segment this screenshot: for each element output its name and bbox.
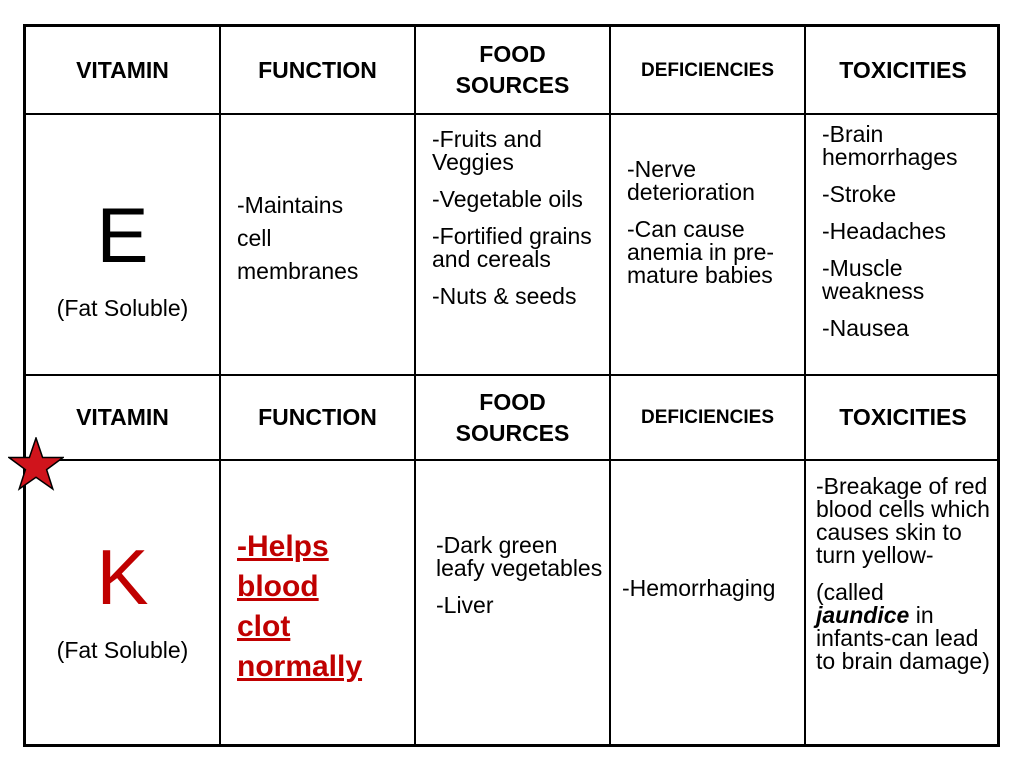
header-food-sources-line2: SOURCES — [455, 419, 570, 446]
vitamin-k-cell — [26, 461, 219, 747]
list-item: -Headaches — [822, 218, 947, 244]
list-item: -Nuts & seeds — [432, 283, 577, 309]
list-item: -Brain hemorrhages — [822, 121, 958, 170]
star-icon — [8, 437, 64, 493]
vitamin-k-toxicities — [816, 475, 996, 687]
vitamin-table — [23, 24, 1000, 747]
vitamin-e-deficiencies — [627, 158, 792, 301]
header-toxicities: TOXICITIES — [839, 404, 967, 430]
vitamin-k-solubility: (Fat Soluble) — [56, 637, 189, 663]
header-food-sources — [416, 27, 609, 113]
list-item: -Stroke — [822, 181, 897, 207]
list-item: -Nausea — [822, 315, 909, 341]
list-item: -Muscle weakness — [822, 255, 925, 304]
header-toxicities: TOXICITIES — [839, 56, 967, 83]
list-item: -Breakage of red blood cells which causes skin to turn yellow- — [816, 473, 990, 568]
list-item: -Liver — [436, 592, 494, 618]
jaundice-prefix: (called — [816, 579, 884, 605]
list-item: -Nerve deterioration — [627, 156, 755, 205]
header-function: FUNCTION — [258, 404, 377, 430]
vitamin-e-cell — [26, 115, 219, 374]
list-item: -Dark green leafy vegetables — [436, 532, 603, 581]
function-line: normally — [237, 650, 363, 683]
list-item — [816, 581, 996, 673]
vitamin-k-function — [237, 527, 412, 687]
header-function: FUNCTION — [258, 56, 377, 83]
vitamin-k-deficiencies — [622, 577, 802, 614]
vitamin-e-solubility: (Fat Soluble) — [56, 295, 189, 321]
header-vitamin: VITAMIN — [76, 56, 169, 83]
vitamin-e-food-sources — [432, 128, 612, 322]
vitamin-e-toxicities — [822, 123, 992, 354]
function-line: blood — [237, 570, 319, 603]
list-item: -Hemorrhaging — [622, 575, 776, 601]
list-item: -Fortified grains and cereals — [432, 223, 592, 272]
header-food-sources-line1: FOOD — [479, 388, 546, 415]
header-deficiencies: DEFICIENCIES — [640, 59, 775, 81]
list-item: -Can cause anemia in pre-mature babies — [627, 216, 775, 288]
function-line: clot — [237, 610, 291, 643]
function-line: -Maintains — [237, 192, 344, 218]
header-food-sources-line2: SOURCES — [455, 72, 570, 98]
list-item: -Vegetable oils — [432, 186, 583, 212]
jaundice-suffix: in infants-can lead to brain damage) — [816, 602, 990, 674]
vitamin-k-food-sources — [436, 534, 606, 631]
header-food-sources — [416, 376, 609, 459]
list-item: -Fruits and Veggies — [432, 126, 542, 175]
vitamin-e-letter: E — [96, 191, 149, 279]
header-food-sources-line1: FOOD — [479, 41, 546, 67]
function-line: cell — [237, 225, 272, 251]
vitamin-k-letter: K — [96, 533, 149, 621]
function-line: membranes — [237, 258, 359, 284]
jaundice-term: jaundice — [816, 602, 910, 628]
vitamin-e-function — [237, 189, 412, 288]
function-line: -Helps — [237, 530, 329, 563]
header-vitamin: VITAMIN — [76, 404, 169, 430]
header-deficiencies: DEFICIENCIES — [640, 407, 775, 428]
